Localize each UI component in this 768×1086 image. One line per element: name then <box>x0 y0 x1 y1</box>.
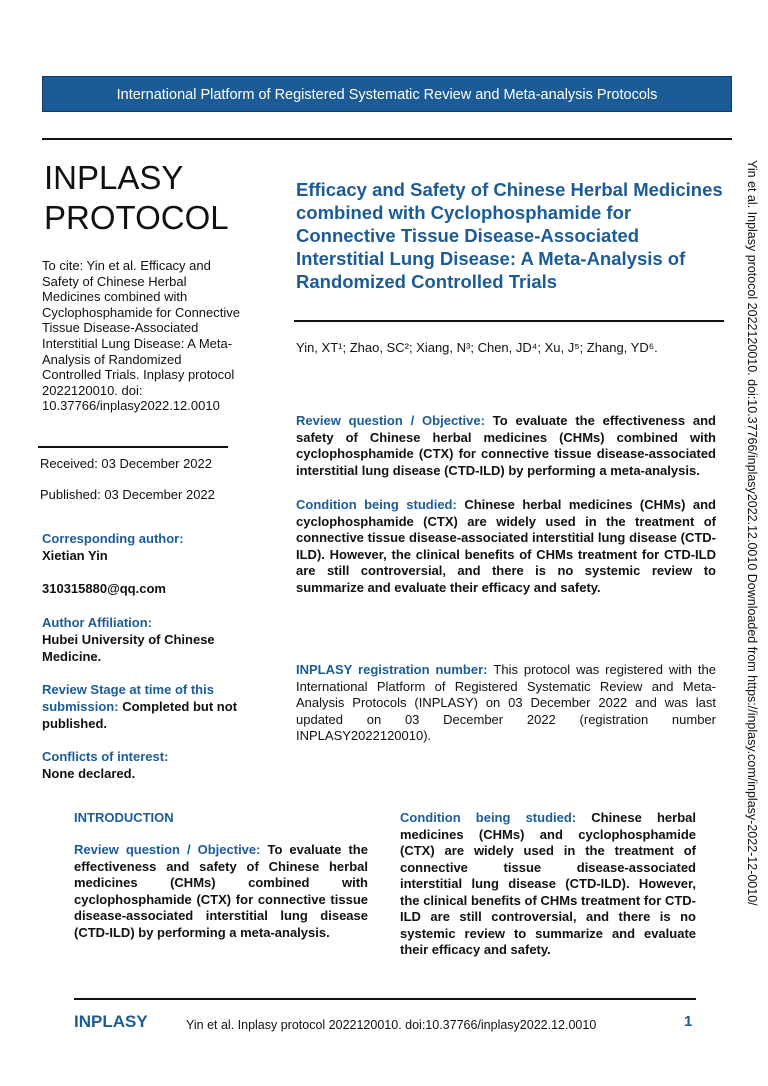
registration-text: This protocol was registered with the International Platform of Registered Systematic Review and Meta-Analysis Protocols (INPLASY) on 03 December 2022 and was last updated on 03 December 2022 (registration number INPLASY2022120010). <box>296 662 716 743</box>
review-stage <box>42 681 242 732</box>
main-objective-text: To evaluate the effectiveness and safety of Chinese herbal medicines (CHMs) combined with cyclophosphamide (CTX) for connective tissue disease-associated interstitial lung disease (CTD-ILD) by performing a meta-analysis. <box>296 413 716 478</box>
article-title: Efficacy and Safety of Chinese Herbal Medicines combined with Cyclophosphamide for Connective Tissue Disease-Associated Interstitial Lung Disease: A Meta-Analysis of Randomized Controlled Trials <box>296 179 723 292</box>
author-list: Yin, XT¹; Zhao, SC²; Xiang, N³; Chen, JD⁴; Xu, J⁵; Zhang, YD⁶. <box>296 340 658 355</box>
header-banner: International Platform of Registered Systematic Review and Meta-analysis Protocols <box>42 76 732 112</box>
conflicts-label: Conflicts of interest: <box>42 749 169 764</box>
main-condition-text: Chinese herbal medicines (CHMs) and cyclophosphamide (CTX) are widely used in the treatment of connective tissue disease-associated interstitial lung disease (CTD-ILD). However, the clinical benefits of CHMs treatment for CTD-ILD are still controversial, and there is no systemic review to summarize and evaluate their efficacy and safety. <box>296 497 716 595</box>
brand-line-2: PROTOCOL <box>44 199 229 236</box>
brand-line-1: INPLASY <box>44 159 184 196</box>
review-stage-value: Completed but not published. <box>42 699 238 731</box>
intro-condition <box>400 810 696 959</box>
published-date: Published: 03 December 2022 <box>40 487 215 502</box>
intro-objective-text: To evaluate the effectiveness and safety of Chinese herbal medicines (CHMs) combined with cyclophosphamide (CTX) for connective tissue disease-associated interstitial lung disease (CTD-ILD) by performing a meta-analysis. <box>74 842 368 940</box>
page-number: 1 <box>684 1013 693 1030</box>
main-condition-label: Condition being studied: <box>296 497 457 512</box>
sidebar-rule <box>38 446 228 448</box>
download-margin-note: Yin et al. Inplasy protocol 2022120010. doi:10.37766/inplasy2022.12.0010 Downloaded from https://inplasy.com/inplasy-2022-12-0010/ <box>745 160 759 906</box>
main-condition <box>296 497 716 596</box>
author-email: 310315880@qq.com <box>42 581 166 596</box>
corresponding-author-label: Corresponding author: <box>42 531 184 546</box>
review-stage-label: Review Stage at time of this submission: <box>42 682 214 714</box>
intro-objective <box>74 842 368 941</box>
affiliation-value: Hubei University of Chinese Medicine. <box>42 632 215 664</box>
affiliation-label: Author Affiliation: <box>42 615 152 630</box>
intro-condition-text: Chinese herbal medicines (CHMs) and cyclophosphamide (CTX) are widely used in the treatment of connective tissue disease-associated interstitial lung disease (CTD-ILD). However, the clinical benefits of CHMs treatment for CTD-ILD are still controversial, and there is no systemic review to summarize and evaluate their efficacy and safety. <box>400 810 696 957</box>
intro-condition-label: Condition being studied: <box>400 810 577 825</box>
footer-rule <box>74 998 696 1000</box>
main-objective <box>296 413 716 479</box>
citation-text: To cite: Yin et al. Efficacy and Safety of Chinese Herbal Medicines combined with Cyclophosphamide for Connective Tissue Disease-Associated Interstitial Lung Disease: A Meta-Analysis of Randomized Controlled Trials. Inplasy protocol 2022120010. doi: 10.37766/inplasy2022.12.0010 <box>42 258 240 414</box>
main-registration <box>296 662 716 745</box>
intro-objective-label: Review question / Objective: <box>74 842 261 857</box>
main-objective-label: Review question / Objective: <box>296 413 485 428</box>
brand-title <box>44 158 229 238</box>
footer-brand: INPLASY <box>74 1012 148 1031</box>
footer-citation: Yin et al. Inplasy protocol 2022120010. doi:10.37766/inplasy2022.12.0010 <box>186 1018 597 1032</box>
received-date: Received: 03 December 2022 <box>40 456 212 471</box>
top-rule <box>42 138 732 140</box>
intro-heading: INTRODUCTION <box>74 810 174 825</box>
registration-label: INPLASY registration number: <box>296 662 488 677</box>
corresponding-author-name: Xietian Yin <box>42 548 108 563</box>
conflicts-value: None declared. <box>42 766 136 781</box>
title-rule <box>294 320 724 322</box>
